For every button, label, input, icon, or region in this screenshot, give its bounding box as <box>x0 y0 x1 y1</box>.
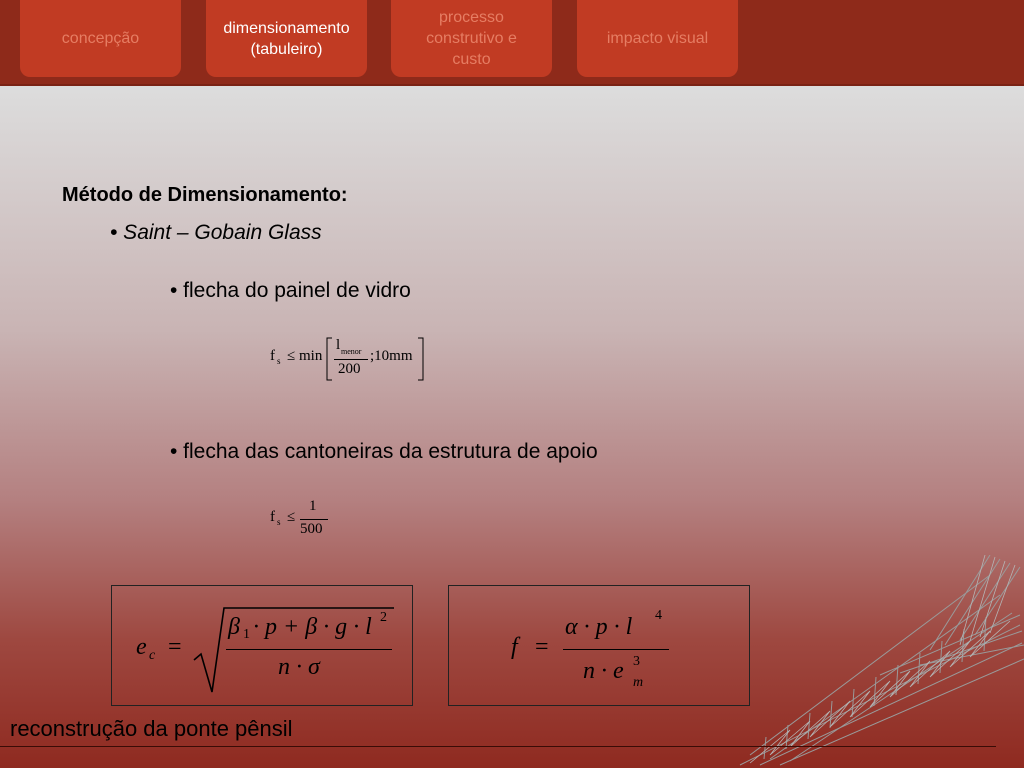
fraction-line <box>300 519 328 520</box>
tab-impacto-visual[interactable] <box>577 0 738 77</box>
bridge-truss-illustration <box>730 555 1024 768</box>
formula4-numerator: α · p · l <box>565 614 633 640</box>
fraction-line <box>563 649 669 650</box>
formula3-beta1-sub: 1 <box>243 627 250 642</box>
formula4-equals: = <box>535 634 549 660</box>
tab-concepcao[interactable] <box>20 0 181 77</box>
tab-processo-construtivo[interactable] <box>391 0 552 77</box>
formula3-num-exp: 2 <box>380 610 387 625</box>
formula1-lhs-sub: s <box>277 356 281 366</box>
formula1-numerator-sub: menor <box>341 347 362 356</box>
bullet-saint-gobain: • Saint – Gobain Glass <box>110 221 322 244</box>
formula1-relation: ≤ min <box>287 348 323 364</box>
formula4-den-sup: 3 <box>633 654 640 669</box>
footer-divider <box>0 746 996 747</box>
tab-label: impacto visual <box>606 30 709 47</box>
formula1-tail: ;10mm <box>370 348 413 364</box>
section-heading: Método de Dimensionamento: <box>62 184 348 206</box>
left-bracket-icon <box>324 336 334 382</box>
bullet-flecha-cantoneiras: • flecha das cantoneiras da estrutura de apoio <box>170 440 598 463</box>
right-bracket-icon <box>416 336 426 382</box>
tab-label: concepção <box>61 30 140 47</box>
formula4-lhs: f <box>511 634 518 660</box>
tab-dimensionamento[interactable] <box>206 0 367 77</box>
formula3-lhs: e <box>136 634 147 660</box>
formula2-relation: ≤ <box>287 509 296 525</box>
formula1-denominator: 200 <box>338 361 361 377</box>
formula2-denominator: 500 <box>300 521 323 537</box>
formula-box-f <box>448 585 750 706</box>
fraction-line <box>226 649 392 650</box>
formula3-denominator: n · σ <box>278 654 320 680</box>
formula2-numerator: 1 <box>309 498 317 514</box>
formula1-numerator: l <box>336 337 341 353</box>
formula4-denominator: n · e <box>583 658 624 684</box>
top-navigation-bar <box>0 0 1024 86</box>
formula3-lhs-sub: c <box>149 648 156 663</box>
formula-flecha-painel <box>268 336 438 382</box>
fraction-line <box>334 359 368 360</box>
formula-box-ec <box>111 585 413 706</box>
formula-flecha-cantoneiras <box>268 497 338 543</box>
bullet-flecha-painel: • flecha do painel de vidro <box>170 279 411 302</box>
tab-label: dimensionamento (tabuleiro) <box>223 19 350 58</box>
formula4-den-sub: m <box>633 675 644 690</box>
formula1-lhs: f <box>270 348 275 364</box>
formula3-numerator: · p + β · g · l <box>253 614 372 640</box>
formula3-equals: = <box>168 634 182 660</box>
tab-label: processo construtivo e custo <box>426 9 517 68</box>
formula3-beta1: β <box>228 614 240 640</box>
formula2-lhs: f <box>270 509 275 525</box>
formula2-lhs-sub: s <box>277 517 281 527</box>
formula4-num-exp: 4 <box>655 608 662 623</box>
footer-caption: reconstrução da ponte pênsil <box>10 716 293 741</box>
